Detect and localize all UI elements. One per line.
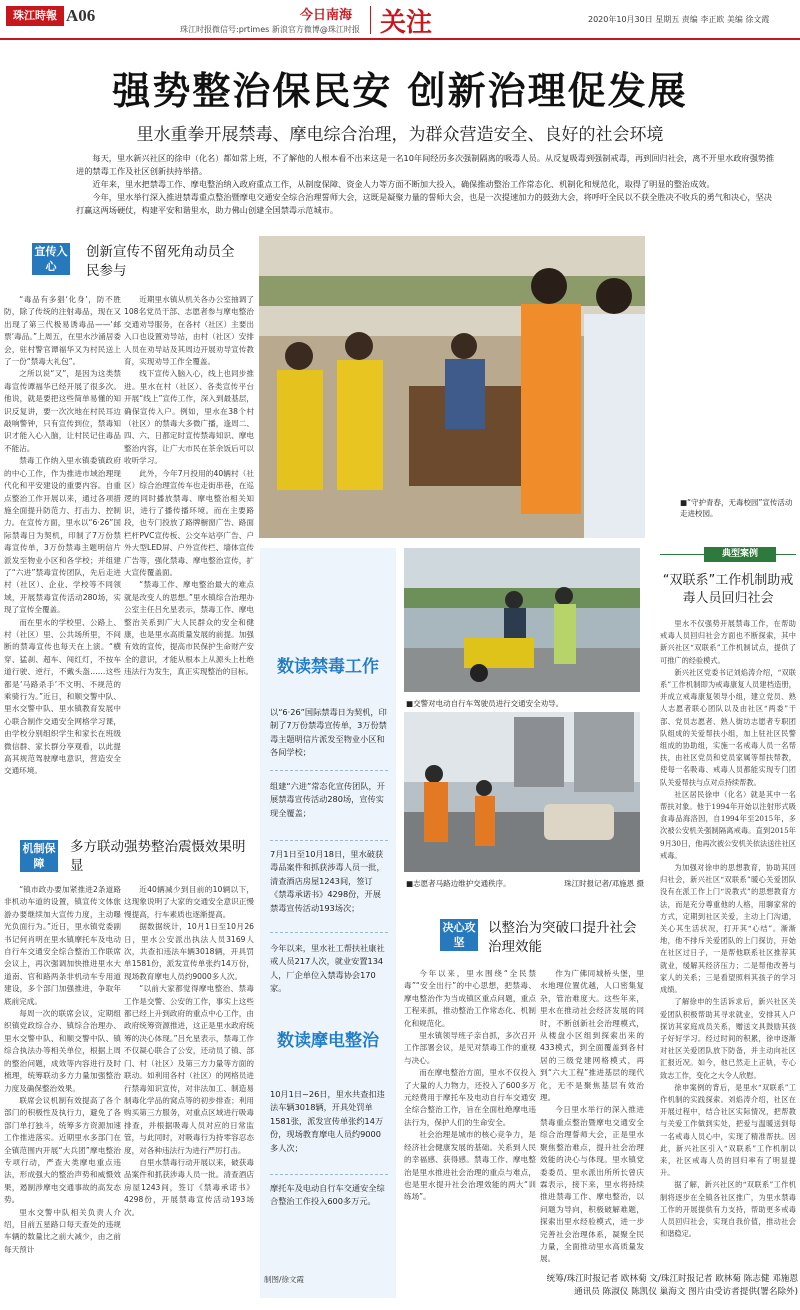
article-column: [124, 294, 254, 839]
page-number: A06: [66, 6, 96, 25]
date-line: 2020年10月30日 星期五 责编 李正欧 美编 徐文霞: [588, 15, 770, 24]
paragraph: 禁毒工作纳入里水镇委镇政府的中心工作，作为推进市域治理现代化和平安建设的重要内容。自重点整治工作开展以来，通过各项措施全面提升防范力、打击力、控制力。在宣传方面，里水以“6·26”国际禁毒日为契机，印制了7万份禁毒宣传单，3万份禁毒主题明信片派发至物业小区和各学校；并组建了“六进”禁毒宣传团队，先后走进村（社区）、企业、学校等不同领域，开展禁毒宣传活动280场，实现了宣传全覆盖。: [4, 456, 121, 615]
paragraph: 据数据统计，10月1日至10月26日，里水公安派出执法人员3169人次，共查扣违法车辆3018辆，开具罚单1581份，派发宣传单张约14万份，现场教育摩电人员约9000多人次。: [124, 922, 254, 981]
graphic-credit: 制图/徐文霞: [264, 1275, 305, 1284]
paragraph: 而在里水的学校里、公路上、村（社区）里、公共场所里，不间断的禁毒宣传也每天在上演。“横穿、猛刹、超车、闯红灯，不按车道行驶、逆行，不戴头盔……这些都是‘马路杀手’不文明、不规范的乘骑行为。”近日，和顺交警中队、里水交警中队、里水镇教育发展中心联合制作交通安全网格学习课，由学校分别组织学生和家长在班级微信群、家长群分享观看，以此提高其规范驾驶摩电意识，营造安全交通环境。: [4, 617, 121, 776]
page-topic: 关注: [380, 8, 433, 38]
section-title-determination: 以整治为突破口提升社会治理效能: [488, 920, 637, 955]
divider: [270, 1174, 388, 1175]
paragraph: “毒品有多猖‘化身’，防不胜防，除了传统的注射毒品，现在又出现了第三代极易诱毒品——‘邮票’毒品。”上周五，在里水沙涌居委会，驻村警官谭福华又为村民送上了一份“禁毒大礼包”。: [4, 295, 121, 367]
article-column: [124, 884, 254, 1309]
section-tag-determination: 决心攻坚: [440, 919, 478, 951]
paragraph: 近期里水镇从机关各办公室抽调了108名党员干部、志愿者参与摩电整治交通劝导服务，在各村（社区）主要出入口也设置劝导站，由村（社区）安排人员在劝导站及其周边开展劝导宣传教育，实现劝导工作全覆盖。: [124, 295, 254, 367]
paragraph: 里水不仅强势开展禁毒工作，在帮助戒毒人员回归社会方面也不断探索，其中新兴社区“双联系”工作机制试点，提供了可推广的经验模式。: [660, 619, 796, 665]
data-block: 摩托车及电动自行车交通安全综合整治工作投入600多万元。: [270, 1183, 385, 1207]
data-block: 组建“六进”常态化宣传团队，开展禁毒宣传活动280场，宣传实现全覆盖；: [270, 781, 385, 818]
photo3-caption: ■志愿者马路边维护交通秩序。: [406, 879, 511, 888]
article-column: [4, 294, 121, 839]
masthead-divider: [370, 6, 371, 34]
data-readout-box: [260, 548, 396, 1298]
paragraph: 线下宣传入脑入心，线上也同步推进。里水在村（社区）、各类宣传平台开展“线上”宣传工作，深入到最基层，确保宣传入户。例如，里水在38个村（社区）的禁毒大多微广播，逢周二、四、六、日都定时宣传禁毒知识、摩电整治内容，让广大市民在茶余饭后可以收听学习。: [124, 369, 254, 466]
divider: [270, 932, 388, 933]
photo-volunteers-road: [404, 712, 640, 872]
paragraph: 而在摩电整治方面，里水不仅投入了大量的人力物力，还投入了600多万元经费用于摩托车及电动自行车交通安全综合整治工作，旨在全面杜绝摩电违法行为，保护人们的生命安全。: [404, 1068, 536, 1127]
section-title-publicity: 创新宣传不留死角动员全民参与: [86, 244, 235, 279]
paragraph: 据了解，新兴社区的“双联系”工作机制将逐步在全镇各社区推广，为里水禁毒工作的开展提供有力支持，帮助更多戒毒人员回归社会，实现自我价值，推动社会和谐稳定。: [660, 1180, 796, 1239]
paragraph: 了解徐申的生活诉求后，新兴社区关爱团队积极帮助其寻求就业，安排其入户探访其家庭成员关系，赠送文具鼓励其孩子好好学习。经过时间的积累，徐申逐渐对社区关爱团队放下防备，并主动向社区汇报近况。如今，他已然走上正轨，专心致志工作，变化之大令人欣慰。: [660, 997, 796, 1080]
subheadline: 里水重拳开展禁毒、摩电综合治理，为群众营造安全、良好的社会环境: [136, 125, 664, 145]
paragraph: “镇市政办要加紧推进2条道路非机动车道的设置，镇宣传文体旅游办要继续加大宣传力度，主动曝光负面行为。”近日，里水镇党委副书记何肖明在里水镇摩托车及电动自行车交通安全综合整治工作联席会议上，再次强调加快推进里水大道南、官和路两条非机动车专用道建设，多个部门加强推进，争取年底前完成。: [4, 885, 121, 1006]
masthead-social: 珠江时报微信号:prtimes 新浪官方微博@珠江时报: [180, 25, 360, 34]
data-block: 以“6·26”国际禁毒日为契机，印制了7万份禁毒宣传单，3万份禁毒主题明信片派发至物业小区和各间学校；: [270, 707, 387, 758]
paragraph: 近40辆减少到目前的10辆以下，这现象说明了大家的交通安全意识正慢慢提高，行车素质也逐渐提高。: [124, 885, 254, 919]
article-column: [540, 968, 644, 1273]
section-title-mechanism: 多方联动强势整治震慑效果明显: [70, 839, 246, 874]
section-name: 今日南海: [300, 8, 353, 23]
paragraph: “禁毒工作、摩电整治最大的难点就是改变人的思想。”里水镇综合治理办公室主任吕允星表示，禁毒工作、摩电整治关系到广大人民群众的安全和健康，也是里水高质量发展的前提。加强有效的宣传，提高市民保护生命财产安全的意识，才能从根本上从源头上杜绝违法行为发生，真正实现整治的目标。: [124, 580, 254, 677]
paragraph: 里水交警中队相关负责人介绍，目前五星路口每天查处的违规车辆的数量比之前大减少，由之前每天预计: [4, 1207, 121, 1254]
paragraph: 作为广佛同城桥头堡，里水地理位置优越，人口密集复杂，管治难度大。这些年来，里水在推动社会经济发展的同时，不断创新社会治理模式，从楼盘小区组到探索出来的433模式，到全面覆盖到各村居的三级党建网格模式，再到“六大工程”推进基层的现代化，无不是聚焦基层有效治理。: [540, 969, 644, 1103]
data-block: 今年以来，里水社工帮扶社康社戒人员217人次，就业安置134人，厂企单位入禁毒协会170家。: [270, 943, 385, 994]
paragraph: 为加强对徐申的思想教育，协助其回归社会，新兴社区“双联系”暖心关爱团队没有在派工作上门“说教式”的思想教育方法，而是充分尊重他的人格，用聊家常的方式，定期到社区关爱，主动上门沟通，关心其生活状况，打开其“心结”。渐渐地，他不排斥关爱团队的上门探访，开始在社区过日子，一是帮他联系社区推荐其就业，缓解其经济压力；二是帮他改善与家人的关系；三是看望照料其孩子的学习成绩。: [660, 863, 796, 995]
article-column: [4, 884, 121, 1309]
lead-paragraph: 每天，里水新兴社区的徐申（化名）都如常上班，不了解他的人根本看不出来这是一名10年间经历多次强制隔离的吸毒人员。从反复吸毒到强制戒毒，再到回归社会，离不开里水政府强势推进的禁毒工作及社区创新扶持举措。: [76, 153, 775, 176]
data-title-ebike: 数读摩电整治: [277, 1031, 379, 1051]
photo3-credit: 珠江时报记者/邓施恩 摄: [564, 879, 644, 888]
data-title-drug: 数读禁毒工作: [277, 657, 379, 677]
paragraph: 联席会议机制有效提高了各个部门的积极性及执行力，避免了各部门单打独斗，统筹多方资源加速工作推进落实。近期里水多部门在全镇范围内开展“大兵团”摩电整治专项行动，严查大类摩电重点违法，形成强大的整治声势和威慑效果，遏制涉摩电交通事故的高发态势。: [4, 1095, 121, 1205]
paragraph: 自里水禁毒行动开展以来，破获毒品案件和抓获涉毒人员一批。清查酒店房屋1243间，签订《禁毒承诺书》4298份，开展禁毒宣传活动193场次。: [124, 1157, 254, 1217]
case-title: “双联系”工作机制助戒毒人员回归社会: [662, 573, 794, 606]
case-tag: 典型案例: [704, 547, 776, 562]
masthead: [0, 0, 800, 40]
paragraph: 今日里水举行的深入推进禁毒重点整治暨摩电交通安全综合治理誓师大会，正是里水聚焦整治难点，提升社会治理效能的决心与体现。里水镇党委委员、里水派出所所长曾庆霖表示，接下来，里水将持续推进禁毒工作、摩电整治，以问题为导向，积极破解难题，探索出里水经验模式，进一步完善社会治理体系，凝聚全民力量，全面推动里水高质量发展。: [540, 1105, 644, 1264]
section-tag-publicity: 宣传入心: [32, 243, 70, 275]
data-block: 10月1日~26日，里水共查扣违法车辆3018辆，开具处罚单1581张，派发宣传单张约14万份，现场教育摩电人员约9000多人次；: [270, 1089, 385, 1153]
divider: [270, 840, 388, 841]
paragraph: 之所以说“又”，是因为这类禁毒宣传谭福华已经开展了很多次。他说，就是要把这些简单易懂的知识反复讲，要一次次地在村民耳边敲响警钟，只有宣传到位，禁毒知识才能入心入脑，让村民记住毒品不能沾。: [4, 369, 121, 453]
paragraph: 社区居民徐申（化名）就是其中一名帮扶对象。他于1994年开始以注射形式吸食毒品海洛因，自1994年至2015年，多次被公安机关强制隔离戒毒。直到2015年9月30日，他再次被公安机关依法送往社区戒毒。: [660, 789, 796, 860]
paragraph: 新兴社区党委书记刘焰涛介绍，“双联系”工作机制即为戒毒康复人员建档造册，并成立戒毒康复领导小组，建立党员、熟人志愿者联心团队以及由社区“两委”干部、党员志愿者、熟人街坊志愿者专职团队组成的关爱帮扶小组，加上驻社区民警组成的协助组，实施一名戒毒人员一名帮扶，由社区党员和党员家属等帮扶帮教，使每一名吸毒、戒毒人员都能实现专门团队关爱帮扶与点对点持续帮教。: [660, 667, 796, 787]
byline-footer: [536, 1273, 798, 1299]
case-body: [660, 618, 796, 1258]
byline-line: 通讯员 陈淑仪 陈凯仪 巢海文 图片由受访者提供(署名除外): [574, 1287, 798, 1297]
article-column: [404, 968, 536, 1273]
photo2-caption: ■交警对电动自行车驾驶员进行交通安全劝导。: [406, 699, 564, 708]
paragraph: “以前大家都觉得摩电整治、禁毒工作是交警、公安的工作，事实上这些都已经上升到政府的重点中心工作，由政府统筹资源推进，这正是里水政府统筹的决心体现。”吕允星表示，禁毒工作不仅凝心联合了公安，还动员了镇、部门、村（社区）及第三方力量等方面的联动。如利用各村（社区）的网格员进行禁毒知识宣传，对非法加工、制造易制毒化学品的窝点等的初步排查；利用购买第三方服务，对重点区域进行吸毒排查，并根据吸毒人员对应的日常监管，与此同时，对吸毒行为持零容忍态度，对各种违法行为进行严厉打击。: [124, 984, 254, 1155]
divider: [270, 770, 388, 771]
section-tag-mechanism: 机制保障: [20, 840, 58, 872]
paragraph: 每周一次的联席会议，定期组织镇党政综合办、镇综合治理办、里水交警中队、和顺交警中队、镇综合执法办等相关单位，根据上周的整治问题，成效等内容进行及时梳理，统筹联动多方力量加强整治力度及确保整治效果。: [4, 1009, 121, 1093]
main-photo-caption: ■“守护青春，无毒校园”宣传活动走进校园。: [680, 498, 793, 518]
data-block: 7月1日至10月18日，里水破获毒品案件和抓获涉毒人员一批，清查酒店房屋1243间，签订《禁毒承诺书》4298份，开展禁毒宣传活动193场次；: [270, 849, 385, 913]
paragraph: 此外，今年7月投用的40辆村（社区）综合治理宣传车也走街串巷，在巡逻的同时播放禁毒、摩电整治相关知识，进行了播传播环境。而在主要路段，也专门投放了路牌橱窗广告、路面栏杆PVC宣传板、公交车站亭广告、户外大型LED屏、户外宣传栏、墙体宣传广告等，强化禁毒、摩电整治宣传，扩大宣传覆盖面。: [124, 468, 254, 577]
lead-paragraphs: [76, 152, 776, 217]
newspaper-logo: 珠江時報: [6, 6, 64, 26]
paragraph: 徐申案例的背后，是里水“双联系”工作机制的实践探索。刘焰涛介绍，社区在开展过程中，结合社区实际情况，把帮教与关爱工作做到实处，把爱与温暖送到每一名戒毒人员心中，实现了精准帮扶。因此，新兴社区引入“双联系”工作机制以来，社区戒毒人员的回归率有了明显提升。: [660, 1082, 796, 1178]
lead-paragraph: 今年，里水举行深入推进禁毒重点整治暨摩电交通安全综合治理誓师大会，这既是凝聚力量的誓师大会，也是一次提速加力的鼓劲大会，将呼吁全民以不获全胜决不收兵的勇气和决心，坚决打赢这两场硬仗，构建平安和谐里水，助力佛山创建全国禁毒示范城市。: [76, 192, 772, 215]
paragraph: 里水镇领导班子亲自抓，多次召开工作部署会议，是见对禁毒工作的重视与决心。: [404, 1031, 536, 1065]
headline: 强势整治保民安 创新治理促发展: [112, 69, 688, 113]
paragraph: 今年以来，里水围绕“全民禁毒”“安全出行”的中心思想，把禁毒、摩电整治作为当成镇区重点问题，重点工程来抓，推动整治工作常态化、机制化和规范化。: [404, 969, 536, 1028]
paragraph: 社会治理是城市的核心竞争力，是经济社会健康发展的基础。关系到人民的幸福感、获得感。禁毒工作、摩电整治是里水推进社会治理的重点与难点，也是里水提升社会治理效能的两大“训练场”。: [404, 1130, 536, 1202]
photo-traffic-police: [404, 548, 640, 692]
byline-line: 统筹/珠江时报记者 欧林菊 文/珠江时报记者 欧林菊 陈志健 邓施恩: [546, 1274, 798, 1284]
main-photo-students-campaign: [259, 236, 645, 538]
lead-paragraph: 近年来，里水把禁毒工作、摩电整治纳入政府重点工作，从制度保障、资金人力等方面不断加大投入，确保推动整治工作常态化、机制化和规范化，取得了明显的整治成效。: [92, 179, 715, 189]
